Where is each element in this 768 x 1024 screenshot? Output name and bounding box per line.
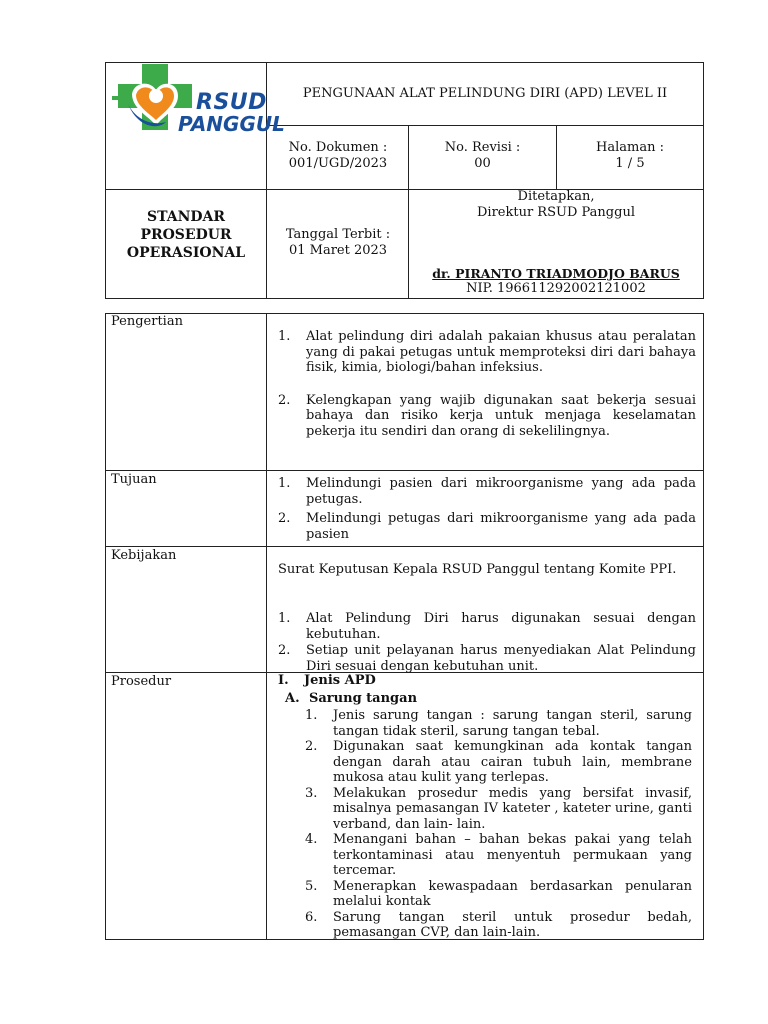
ditetapkan-label: Ditetapkan, <box>517 189 595 204</box>
header-border-bottom <box>105 298 704 299</box>
halaman-label: Halaman : <box>596 140 664 155</box>
subsection-number: A. <box>285 691 300 706</box>
director-nip: NIP. 196611292002121002 <box>466 281 646 296</box>
list-item: 6. Sarung tangan steril untuk prosedur bedah, pemasangan CVP, dan lain-lain. <box>305 909 692 940</box>
no-dokumen-label: No. Dokumen : <box>288 140 388 155</box>
header-border-top <box>105 62 704 63</box>
list-item: 1. Melindungi pasien dari mikroorganisme yang ada pada petugas. <box>278 476 696 507</box>
list-item: 1. Alat Pelindung Diri harus digunakan sesuai dengan kebutuhan. <box>278 611 696 642</box>
header-border-left <box>105 62 106 299</box>
tanggal-terbit-value: 01 Maret 2023 <box>288 243 388 258</box>
section-title: Jenis APD <box>304 673 376 688</box>
sop-line1: STANDAR <box>146 209 226 225</box>
list-item: 3. Melakukan prosedur medis yang bersifat invasif, misalnya pemasangan IV kateter , kateter urine, ganti verband, dan lain- lain. <box>305 785 692 832</box>
sop-heading <box>106 208 266 262</box>
kebijakan-list <box>278 611 696 674</box>
tanggal-terbit-label: Tanggal Terbit : <box>285 227 391 242</box>
logo-text-panggul: PANGGUL <box>178 112 285 136</box>
body-border-left <box>105 313 106 940</box>
hospital-logo <box>112 64 285 146</box>
header-border-right <box>703 62 704 299</box>
logo-text-rsud: RSUD <box>196 90 267 115</box>
direktur-label: Direktur RSUD Panggul <box>477 205 635 220</box>
list-item: 2. Digunakan saat kemungkinan ada kontak tangan dengan darah atau cairan tubuh lain, membrane mukosa atau kulit yang terlepas. <box>305 739 692 785</box>
list-item: 2. Kelengkapan yang wajib digunakan saat bekerja sesuai bahaya dan risiko kerja untuk menjaga keselamatan pekerja itu sendiri dan orang di sekelilingnya. <box>278 392 696 439</box>
section-number: I. <box>278 673 289 688</box>
kebijakan-intro: Surat Keputusan Kepala RSUD Panggul tentang Komite PPI. <box>278 562 677 577</box>
director-name: dr. PIRANTO TRIADMODJO BARUS <box>432 266 680 281</box>
kebijakan-label: Kebijakan <box>111 548 177 563</box>
body-border-right <box>703 313 704 940</box>
list-item: 1. Alat pelindung diri adalah pakaian khusus atau peralatan yang di pakai petugas untuk memproteksi diri dari bahaya fisik, kimia, biologi/bahan infeksius. <box>278 329 696 375</box>
row-divider-kebijakan <box>105 546 704 547</box>
prosedur-label: Prosedur <box>111 674 172 689</box>
tujuan-list <box>278 476 696 542</box>
pengertian-list <box>278 329 696 439</box>
list-item: 1. Jenis sarung tangan : sarung tangan steril, sarung tangan tidak steril, sarung tangan tebal. <box>305 708 692 739</box>
prosedur-list <box>305 708 692 941</box>
no-revisi-value: 00 <box>474 156 491 171</box>
no-dokumen-value: 001/UGD/2023 <box>288 156 388 171</box>
pengertian-label: Pengertian <box>111 314 183 329</box>
halaman-value: 1 / 5 <box>615 156 645 171</box>
document-title: PENGUNAAN ALAT PELINDUNG DIRI (APD) LEVEL II <box>302 86 668 101</box>
tujuan-label: Tujuan <box>111 472 157 487</box>
subsection-title: Sarung tangan <box>309 691 418 706</box>
list-item: 5. Menerapkan kewaspadaan berdasarkan penularan melalui kontak <box>305 878 692 909</box>
no-revisi-label: No. Revisi : <box>444 140 521 155</box>
header-divider-title <box>266 125 704 126</box>
body-border-top <box>105 313 704 314</box>
list-item: 2. Melindungi petugas dari mikroorganisme yang ada pada pasien <box>278 511 696 542</box>
list-item: 2. Setiap unit pelayanan harus menyediakan Alat Pelindung Diri sesuai dengan kebutuhan unit. <box>278 643 696 674</box>
sop-line2: PROSEDUR <box>140 227 232 243</box>
body-divider-col <box>266 313 267 940</box>
row-divider-tujuan <box>105 470 704 471</box>
list-item: 4. Menangani bahan – bahan bekas pakai yang telah terkontaminasi atau menyentuh permukaan yang tercemar. <box>305 832 692 878</box>
sop-line3: OPERASIONAL <box>126 245 246 261</box>
